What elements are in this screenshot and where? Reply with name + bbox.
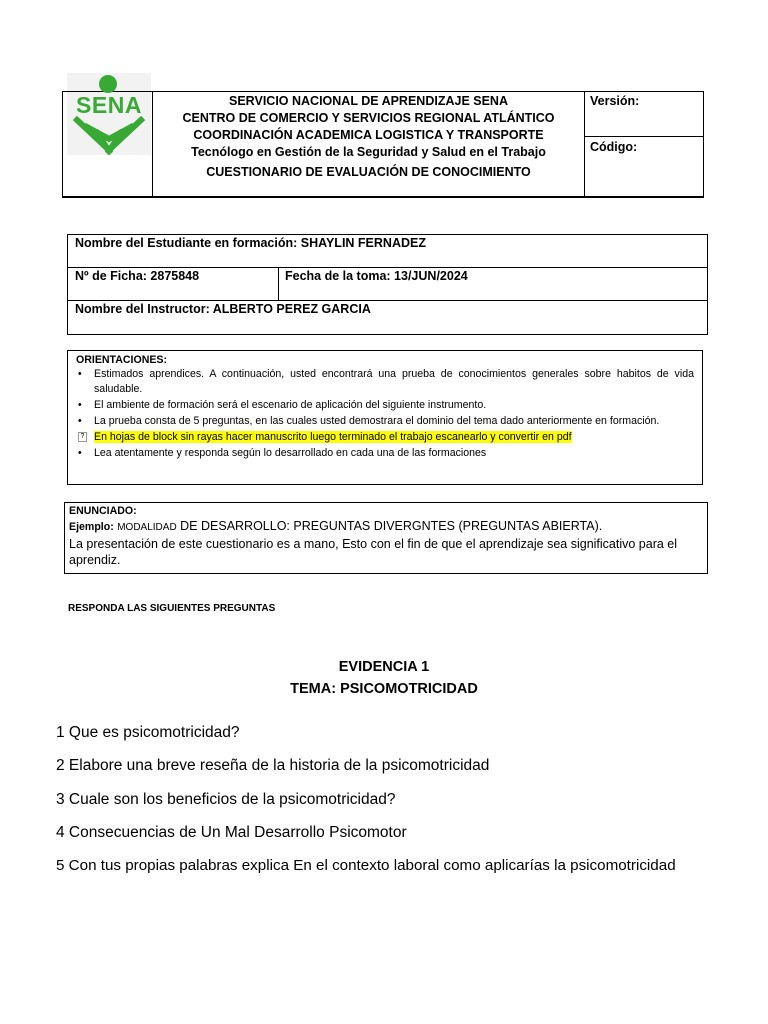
question-2: 2 Elabore una breve reseña de la historia de la psicomotricidad <box>56 757 490 774</box>
orientaciones-item-text: La prueba consta de 5 preguntas, en las cuales usted demostrara el dominio del tema dado anteriormente en formación. <box>94 415 660 427</box>
sena-logo-text: SENA <box>76 92 142 118</box>
question-3: 3 Cuale son los beneficios de la psicomotricidad? <box>56 791 396 808</box>
student-name: Nombre del Estudiante en formación: SHAYLIN FERNADEZ <box>75 236 426 250</box>
orientaciones-box <box>67 350 703 485</box>
student-info-col-divider <box>278 267 279 300</box>
question-4: 4 Consecuencias de Un Mal Desarrollo Psicomotor <box>56 824 407 841</box>
enunciado-box <box>64 502 708 574</box>
bullet-icon: • <box>78 368 82 380</box>
student-info-divider-2 <box>67 300 708 301</box>
orientaciones-item-text: El ambiente de formación será el escenario de aplicación del siguiente instrumento. <box>94 399 487 411</box>
header-title-cell <box>153 91 585 197</box>
version-label: Versión: <box>590 94 640 108</box>
header-line-5: CUESTIONARIO DE EVALUACIÓN DE CONOCIMIENTO <box>206 165 531 179</box>
question-1: 1 Que es psicomotricidad? <box>56 724 240 741</box>
enunciado-body: La presentación de este cuestionario es a mano, Esto con el fin de que el aprendizaje sea significativo para el aprendiz. <box>69 537 678 567</box>
instructor-name: Nombre del Instructor: ALBERTO PEREZ GARCIA <box>75 302 371 316</box>
unknown-glyph-icon: ? <box>78 430 87 445</box>
orientaciones-item <box>76 414 694 429</box>
bullet-icon: • <box>78 447 82 459</box>
bullet-icon: • <box>78 415 82 427</box>
header-right-divider <box>585 136 704 137</box>
orientaciones-title: ORIENTACIONES: <box>76 354 168 366</box>
ficha-number: Nº de Ficha: 2875848 <box>75 269 200 283</box>
orientaciones-item-text: Estimados aprendices. A continuación, usted encontrará una prueba de conocimientos generales sobre habitos de vida saludable. <box>94 368 694 395</box>
orientaciones-item-highlighted <box>76 430 694 445</box>
bullet-icon: • <box>78 399 82 411</box>
instructions-heading: RESPONDA LAS SIGUIENTES PREGUNTAS <box>68 603 276 614</box>
orientaciones-item <box>76 367 694 397</box>
header-line-2: CENTRO DE COMERCIO Y SERVICIOS REGIONAL ATLÁNTICO <box>182 111 555 125</box>
orientaciones-list <box>76 367 694 461</box>
example-modality: MODALIDAD <box>117 522 177 533</box>
example-label: Ejemplo: <box>69 521 114 533</box>
enunciado-title: ENUNCIADO: <box>69 505 137 517</box>
sena-logo-mark <box>77 120 141 151</box>
header-line-3: COORDINACIÓN ACADEMICA LOGISTICA Y TRANSPORTE <box>193 128 544 142</box>
evidence-topic: TEMA: PSICOMOTRICIDAD <box>290 681 478 697</box>
sena-logo-dot <box>99 75 117 93</box>
sena-logo <box>67 73 151 155</box>
exam-date: Fecha de la toma: 13/JUN/2024 <box>285 269 468 283</box>
code-label: Código: <box>590 140 638 154</box>
orientaciones-item-text: Lea atentamente y responda según lo desarrollado en cada una de las formaciones <box>94 447 487 459</box>
example-text: DE DESARROLLO: PREGUNTAS DIVERGNTES (PREGUNTAS ABIERTA). <box>180 519 603 533</box>
orientaciones-item <box>76 446 694 461</box>
evidence-heading <box>0 656 768 700</box>
header-line-4: Tecnólogo en Gestión de la Seguridad y Salud en el Trabajo <box>191 145 546 159</box>
orientaciones-item <box>76 398 694 413</box>
header-line-1: SERVICIO NACIONAL DE APRENDIZAJE SENA <box>229 94 508 108</box>
evidence-title: EVIDENCIA 1 <box>338 659 430 675</box>
orientaciones-item-text: En hojas de block sin rayas hacer manuscrito luego terminado el trabajo escanearlo y convertir en pdf <box>94 431 572 443</box>
question-5: 5 Con tus propias palabras explica En el contexto laboral como aplicarías la psicomotricidad <box>56 857 676 874</box>
student-info-divider-1 <box>67 267 708 268</box>
enunciado-example <box>69 518 703 536</box>
